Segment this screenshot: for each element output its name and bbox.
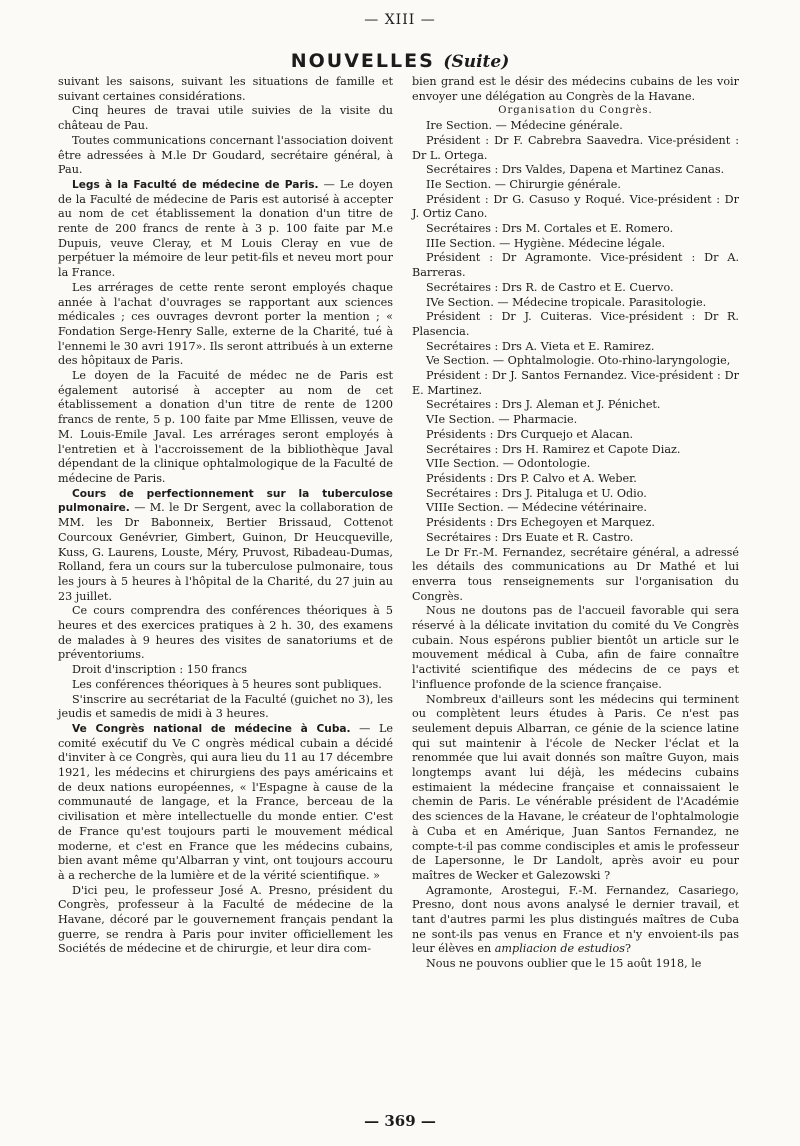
- article-text: — M. le Dr Sergent, avec la collaboration de MM. les Dr Babonneix, Bertier Brissaud, Cottenot Courcoux Genévrier, Gimbert, Guinon, Dr Heucqueville, Kuss, G. Laurens, Louste, Méry, Pruvost, Ribadeau-Dumas, Rolland, fera un cours sur la tuberculose pulmonaire, tous les jours à 5 heures à l'hôpital de la Charité, du 27 juin au 23 juillet.: [58, 501, 393, 603]
- section-title: IIe Section. — Chirurgie générale.: [426, 177, 621, 191]
- cours-article: [58, 487, 393, 605]
- paragraph: Toutes communications concernant l'association doivent être adressées à M.le Dr Goudard, secrétaire général, à Pau.: [58, 133, 393, 177]
- paragraph: Les conférences théoriques à 5 heures sont publiques.: [72, 677, 382, 691]
- section-title: Ire Section. — Médecine générale.: [426, 119, 623, 133]
- congres-article: [58, 722, 393, 884]
- section-secretaries: Secrétaires : Drs J. Aleman et J. Pénichet.: [426, 398, 661, 412]
- article-heading: Legs à la Faculté de médecine de Paris.: [72, 178, 319, 191]
- paragraph: [412, 884, 739, 958]
- title-text: NOUVELLES: [290, 50, 435, 72]
- page-number-bottom: — 369 —: [364, 1112, 436, 1130]
- right-column: [412, 75, 739, 972]
- paragraph: bien grand est le désir des médecins cubains de les voir envoyer une délégation au Congrès de la Havane.: [412, 75, 739, 103]
- section-secretaries: Secrétaires : Drs R. de Castro et E. Cuervo.: [426, 280, 674, 294]
- page-title: [0, 50, 800, 72]
- paragraph: suivant les saisons, suivant les situations de famille et suivant certaines considérations.: [58, 75, 393, 103]
- section-president: Président : Dr Agramonte. Vice-président : Dr A. Barreras.: [412, 251, 739, 280]
- organisation-heading: Organisation du Congrès.: [498, 105, 653, 117]
- paragraph-text: ?: [624, 942, 631, 956]
- paragraph: D'ici peu, le professeur José A. Presno, président du Congrès, professeur à la Faculté de médecine de la Havane, décoré par le gouvernement français pendant la guerre, se rendra à Paris pour inviter officiellement les Sociétés de médecine et de chirurgie, et leur dira com-: [58, 883, 393, 956]
- emphasis-text: ampliacion de estudios: [494, 942, 625, 956]
- section-secretaries: Secrétaires : Drs M. Cortales et E. Romero.: [426, 222, 674, 236]
- article-heading: Ve Congrès national de médecine à Cuba.: [72, 722, 351, 735]
- section-president: Présidents : Drs Echegoyen et Marquez.: [426, 516, 655, 530]
- paragraph-text: Agramonte, Arostegui, F.-M. Fernandez, Casariego, Presno, dont nous avons analysé le dernier travail, et tant d'autres parmi les plus distingués maîtres de Cuba ne sont-ils pas venus en France et n'y envoient-ils pas leur élèves en: [412, 883, 739, 956]
- title-suite: (Suite): [443, 52, 510, 72]
- legs-article: [58, 178, 393, 281]
- section-president: Président : Dr F. Cabrebra Saavedra. Vice-président : Dr L. Ortega.: [412, 133, 739, 162]
- paragraph: Droit d'inscription : 150 francs: [72, 663, 247, 677]
- section-secretaries: Secrétaires : Drs Valdes, Dapena et Martinez Canas.: [426, 163, 725, 177]
- section-president: Présidents : Drs P. Calvo et A. Weber.: [426, 471, 637, 485]
- section-title: IVe Section. — Médecine tropicale. Parasitologie.: [426, 295, 707, 309]
- section-secretaries: Secrétaires : Drs J. Pitaluga et U. Odio.: [426, 486, 647, 500]
- paragraph: Nombreux d'ailleurs sont les médecins qui terminent ou complètent leurs études à Paris. Ce n'est pas seulement depuis Albarran, ce génie de la science latine qui sut maintenir à l'école de Necker l'éclat et la renommée que lui avait donnés son maître Guyon, mais longtemps avant lui déjà, les médecins cubains estimaient la médecine française et connaissaient le chemin de Paris. Le vénérable président de l'Académie des sciences de la Havane, le créateur de l'ophtalmologie à Cuba et en Amérique, Juan Santos Fernandez, ne compte-t-il pas comme condisciples et amis le professeur de Lapersonne, le Dr Landolt, après avoir eu pour maîtres de Wecker et Galezowski ?: [412, 692, 739, 882]
- paragraph: S'inscrire au secrétariat de la Faculté (guichet no 3), les jeudis et samedis de midi à 3 heures.: [58, 692, 393, 721]
- section-secretaries: Secrétaires : Drs Euate et R. Castro.: [426, 530, 634, 544]
- section-president: Président : Dr J. Cuiteras. Vice-président : Dr R. Plasencia.: [412, 310, 739, 338]
- section-president: Présidents : Drs Curquejo et Alacan.: [426, 427, 634, 441]
- section-title: IIIe Section. — Hygiène. Médecine légale.: [426, 236, 666, 250]
- section-president: Président : Dr G. Casuso y Roqué. Vice-président : Dr J. Ortiz Cano.: [412, 192, 739, 221]
- paragraph: Nous ne doutons pas de l'accueil favorable qui sera réservé à la délicate invitation du comité du Ve Congrès cubain. Nous espérons publier bientôt un article sur le mouvement médical à Cuba, afin de faire connaître l'activité scientifique des médecins de ce pays et l'influence profonde de la science française.: [412, 604, 739, 691]
- paragraph: Les arrérages de cette rente seront employés chaque année à l'achat d'ouvrages se rapportant aux sciences médicales ; ces ouvrages devront porter la mention ; « Fondation Serge-Henry Salle, externe de la Charité, tué à l'ennemi le 30 avri 1917». Ils seront attribués à un externe des hôpitaux de Paris.: [58, 280, 393, 368]
- article-heading: Cours de perfectionnement sur la tuberculose pulmonaire.: [58, 487, 393, 515]
- article-text: — Le comité exécutif du Ve C ongrès médical cubain a décidé d'inviter à ce Congrès, qui aura lieu du 11 au 17 décembre 1921, les médecins et chirurgiens des pays américains et de deux nations européennes, « l'Espagne à cause de la communauté de langage, et la France, berceau de la civilisation et mère intellectuelle du monde entier. C'est de France qu'est toujours parti le mouvement médical moderne, et c'est en France que les médecins cubains, bien avant même qu'Albarran y vint, ont toujours accouru à a recherche de la lumière et de la vérité scientifique. »: [58, 721, 393, 882]
- paragraph: Le Dr Fr.-M. Fernandez, secrétaire général, a adressé les détails des communications au Dr Mathé et lui enverra tous renseignements sur l'organisation du Congrès.: [412, 545, 739, 603]
- left-column: [58, 75, 393, 957]
- section-title: VIIIe Section. — Médecine vétérinaire.: [426, 501, 647, 515]
- article-text: — Le doyen de la Faculté de médecine de Paris est autorisé à accepter au nom de cet établissement la donation d'un titre de rente de 200 francs de rente à 3 p. 100 faite par M.e Dupuis, veuve Cleray, et M Louis Cleray en vue de perpétuer la mémoire de leur petit-fils et neveu mort pour la France.: [58, 177, 394, 280]
- paragraph: Ce cours comprendra des conférences théoriques à 5 heures et des exercices pratiques à 2 h. 30, des examens de malades à 9 heures des visites de sanatoriums et de préventoriums.: [58, 604, 393, 662]
- section-title: VIe Section. — Pharmacie.: [426, 413, 578, 427]
- section-secretaries: Secrétaires : Drs H. Ramirez et Capote Diaz.: [426, 442, 681, 456]
- paragraph: Nous ne pouvons oublier que le 15 août 1918, le: [426, 957, 702, 971]
- page-number-top: — XIII —: [364, 12, 436, 28]
- section-secretaries: Secrétaires : Drs A. Vieta et E. Ramirez.: [426, 339, 655, 353]
- paragraph: Le doyen de la Facuité de médec ne de Paris est également autorisé à accepter au nom de cet établissement a donation d'un titre de rente de 1200 francs de rente, 5 p. 100 faite par Mme Ellissen, veuve de M. Louis-Emile Javal. Les arrérages seront employés à l'entretien et à l'accroissement de la bibliothèque Javal dépendant de la clinique ophtalmologique de la Faculté de médecine de Paris.: [58, 369, 393, 485]
- section-title: Ve Section. — Ophtalmologie. Oto-rhino-laryngologie,: [426, 354, 731, 368]
- paragraph: Cinq heures de travai utile suivies de la visite du château de Pau.: [58, 104, 393, 133]
- section-president: Président : Dr J. Santos Fernandez. Vice-président : Dr E. Martinez.: [412, 369, 739, 397]
- section-title: VIIe Section. — Odontologie.: [426, 457, 591, 471]
